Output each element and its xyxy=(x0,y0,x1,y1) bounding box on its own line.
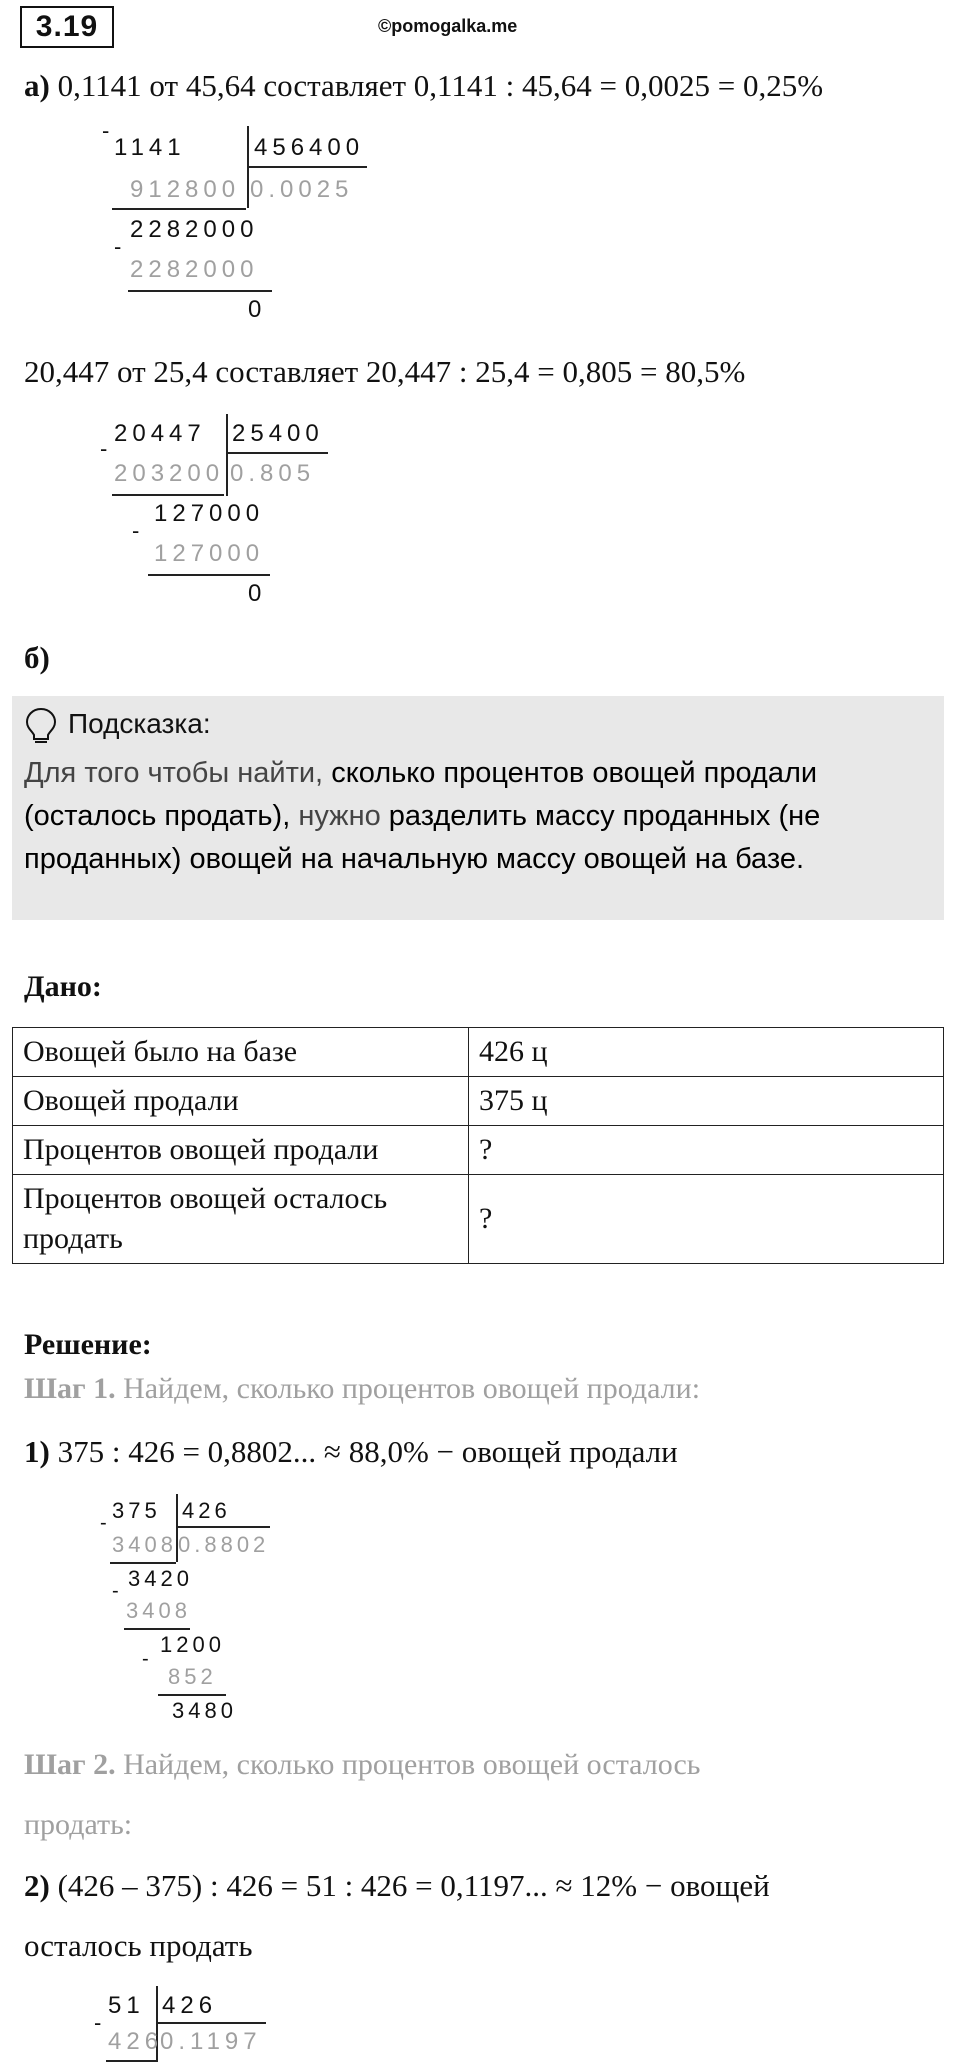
problem-number: 3.19 xyxy=(20,6,114,48)
div3-line-1 xyxy=(110,1562,176,1564)
div3-line-2 xyxy=(124,1628,190,1630)
div1-quotient: 0.0025 xyxy=(250,176,354,203)
div2-remainder-1: 127000 xyxy=(154,500,265,527)
eq1-label: 1) xyxy=(24,1434,50,1469)
div4-line-1 xyxy=(106,2060,156,2062)
div3-divisor-underline xyxy=(178,1526,270,1528)
table-row xyxy=(13,1126,944,1175)
div4-dividend: 51 xyxy=(108,1992,145,2019)
div1-subtrahend-1: 912800 xyxy=(130,176,241,203)
hint-title: Подсказка: xyxy=(68,708,211,739)
div4-divisor: 426 xyxy=(162,1992,218,2019)
given-value: ? xyxy=(469,1175,944,1264)
div3-divisor: 426 xyxy=(182,1498,231,1523)
step2-text-cont: продать: xyxy=(24,1808,133,1841)
div2-vertical-bar xyxy=(226,414,228,496)
div2-subtrahend-2: 127000 xyxy=(154,540,265,567)
given-value: ? xyxy=(469,1126,944,1175)
div1-line-1 xyxy=(112,208,246,210)
div3-remainder-1: 3420 xyxy=(128,1566,193,1591)
given-label: Овощей было на базе xyxy=(13,1028,469,1077)
div2-line-2 xyxy=(148,574,270,576)
div3-dividend: 375 xyxy=(112,1498,161,1523)
part-a-equation1: 0,1141 от 45,64 составляет 0,1141 : 45,64 = 0,0025 = 0,25% xyxy=(57,68,824,103)
div4-quotient: 0.1197 xyxy=(160,2028,262,2055)
div1-subtrahend-2: 2282000 xyxy=(130,256,259,283)
div1-remainder-1: 2282000 xyxy=(130,216,259,243)
given-value: 375 ц xyxy=(469,1077,944,1126)
eq2-text-cont: осталось продать xyxy=(24,1928,253,1963)
div2-result: 0 xyxy=(248,580,267,607)
div1-divisor: 456400 xyxy=(254,134,365,161)
hint-text: Для того чтобы найти, сколько процентов овощей продали (осталось продать), нужно разделить массу проданных (не проданных) овощей на начальную массу овощей на базе. xyxy=(24,757,821,875)
step2-line xyxy=(24,1748,700,1782)
step1-label: Шаг 1. xyxy=(24,1372,116,1405)
div2-subtrahend-1: 203200 xyxy=(114,460,225,487)
given-label: Процентов овощей осталось продать xyxy=(13,1175,469,1264)
div2-dividend: 20447 xyxy=(114,420,206,447)
div2-divisor: 25400 xyxy=(232,420,324,447)
part-a-equation2: 20,447 от 25,4 составляет 20,447 : 25,4 = 0,805 = 80,5% xyxy=(24,354,746,389)
given-title: Дано: xyxy=(24,970,102,1003)
eq1-line xyxy=(24,1434,678,1470)
eq1-text: 375 : 426 = 0,8802... ≈ 88,0% − овощей продали xyxy=(49,1434,678,1469)
hint-box xyxy=(12,696,944,920)
div3-remainder-2: 1200 xyxy=(160,1632,225,1657)
div1-line-2 xyxy=(128,290,272,292)
eq2-label: 2) xyxy=(24,1868,50,1903)
div3-quotient: 0.8802 xyxy=(178,1532,270,1557)
div1-dividend: 1141 xyxy=(114,134,186,161)
eq2-line xyxy=(24,1868,770,1904)
div2-quotient: 0.805 xyxy=(230,460,316,487)
table-row xyxy=(13,1077,944,1126)
part-a-label: а) xyxy=(24,68,50,103)
div2-divisor-underline xyxy=(228,452,328,454)
given-label: Процентов овощей продали xyxy=(13,1126,469,1175)
given-table xyxy=(12,1027,944,1264)
part-a-line1 xyxy=(24,68,823,104)
step2-label: Шаг 2. xyxy=(24,1748,116,1781)
table-row xyxy=(13,1028,944,1077)
div4-divisor-underline xyxy=(158,2022,266,2024)
div3-subtrahend-1: 3408 xyxy=(112,1532,177,1557)
div3-subtrahend-2: 3408 xyxy=(126,1598,191,1623)
div3-subtrahend-3: 852 xyxy=(168,1664,217,1689)
div1-result: 0 xyxy=(248,296,267,323)
given-value: 426 ц xyxy=(469,1028,944,1077)
part-b-label: б) xyxy=(24,640,50,675)
div2-line-1 xyxy=(112,494,224,496)
div4-subtrahend-1: 426 xyxy=(108,2028,164,2055)
solution-title: Решение: xyxy=(24,1328,152,1361)
eq2-text: (426 – 375) : 426 = 51 : 426 = 0,1197... ≈ 12% − овощей xyxy=(49,1868,770,1903)
lightbulb-icon xyxy=(24,706,58,746)
table-row xyxy=(13,1175,944,1264)
given-label: Овощей продали xyxy=(13,1077,469,1126)
step1-text: Найдем, сколько процентов овощей продали: xyxy=(115,1372,701,1405)
div3-line-3 xyxy=(158,1694,226,1696)
step1-line xyxy=(24,1372,700,1406)
site-watermark: ©pomogalka.me xyxy=(378,16,518,36)
div1-divisor-underline xyxy=(249,166,367,168)
div3-remainder-3: 3480 xyxy=(172,1698,237,1723)
step2-text: Найдем, сколько процентов овощей осталось xyxy=(115,1748,701,1781)
